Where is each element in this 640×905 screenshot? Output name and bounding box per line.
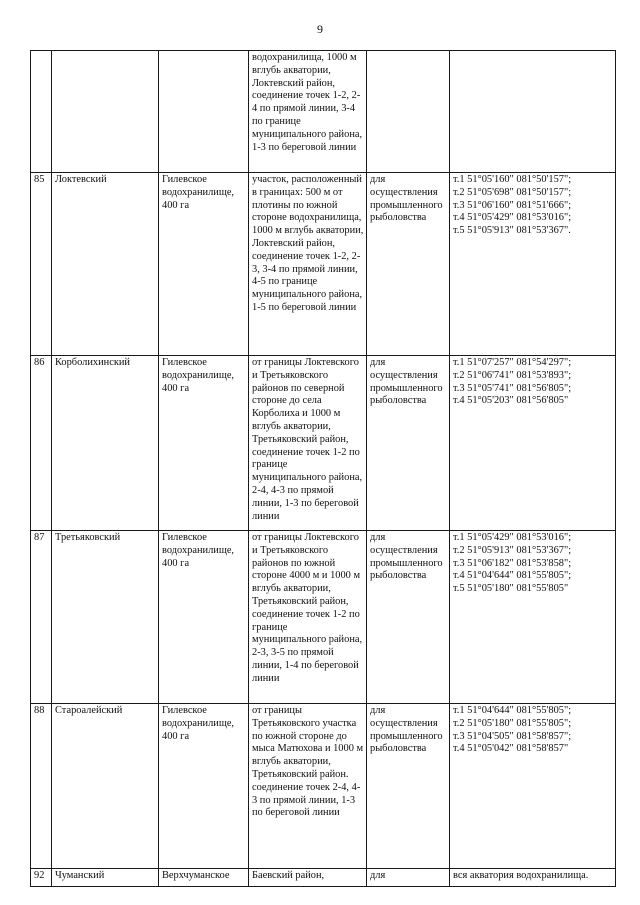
coordinate-point: т.4 51°05'203" 081°56'805" (453, 395, 569, 407)
table-row (31, 173, 616, 356)
water-body-cell (159, 869, 249, 887)
purpose-line: для (370, 532, 386, 543)
purpose-line: рыболовства (370, 395, 427, 407)
water-body-line: Гилевское (162, 357, 207, 368)
coordinates-cell (450, 704, 616, 869)
coordinate-point: т.4 51°05'042" 081°58'857" (453, 743, 569, 755)
purpose-cell (367, 704, 450, 869)
water-body-line: 400 га (162, 382, 190, 394)
purpose-line: промышленного (370, 730, 443, 742)
coordinate-point: т.4 51°05'429" 081°53'016"; (453, 212, 572, 224)
purpose-line: осуществления (370, 369, 438, 381)
purpose-cell (367, 531, 450, 704)
purpose-cell (367, 51, 450, 173)
purpose-line: осуществления (370, 717, 438, 729)
purpose-line: для (370, 174, 386, 185)
water-body-line: 400 га (162, 557, 190, 569)
purpose-line: для (370, 357, 386, 368)
row-number-cell: 92 (31, 869, 52, 887)
coordinate-point: т.2 51°05'913" 081°53'367"; (453, 544, 572, 556)
area-name-cell: Чуманский (52, 869, 159, 887)
water-body-cell (159, 531, 249, 704)
fishing-areas-table (30, 50, 616, 887)
coordinates-cell (450, 173, 616, 356)
coordinate-point: т.3 51°06'160" 081°51'666"; (453, 199, 572, 211)
water-body-line: Гилевское (162, 532, 207, 543)
coordinate-point: т.1 51°07'257" 081°54'297"; (453, 357, 572, 368)
water-body-line: Верхчуманское (162, 870, 230, 881)
table-body (31, 51, 616, 887)
boundary-description-cell: от границы Локтевского и Третьяковского районов по северной стороне до села Корболиха и 1000 м вглубь акватории, Третьяковский район, соединение точек 1-2 по границе муниципального района, 2-4, 4-3 по прямой линии, 1-3 по береговой линии (249, 356, 367, 531)
coordinate-point: т.4 51°04'644" 081°55'805"; (453, 570, 572, 582)
coordinate-point: т.5 51°05'913" 081°53'367". (453, 225, 571, 237)
purpose-line: рыболовства (370, 570, 427, 582)
coordinate-point: вся акватория водохранилища. (453, 870, 589, 881)
table-row (31, 531, 616, 704)
coordinate-point: т.3 51°04'505" 081°58'857"; (453, 730, 572, 742)
boundary-description-cell: от границы Локтевского и Третьяковского районов по южной стороне 4000 м и 1000 м вглубь акватории, Третьяковский район, соединение точек 1-2 по границе муниципального района, 2-3, 3-5 по прямой линии, 1-4 по береговой линии (249, 531, 367, 704)
boundary-description-cell: участок, расположенный в границах: 500 м от плотины по южной стороне водохранилища, 1000 м вглубь акватории, Локтевский район, соединение точек 1-2, 2-3, 3-4 по прямой линии, 4-5 по границе муниципального района, 1-5 по береговой линии (249, 173, 367, 356)
water-body-cell (159, 704, 249, 869)
purpose-line: промышленного (370, 199, 443, 211)
purpose-line: промышленного (370, 382, 443, 394)
coordinate-point: т.5 51°05'180" 081°55'805" (453, 583, 569, 595)
area-name-cell (52, 51, 159, 173)
row-number-cell: 85 (31, 173, 52, 356)
coordinate-point: т.2 51°06'741" 081°53'893"; (453, 369, 572, 381)
coordinates-cell (450, 356, 616, 531)
row-number-cell: 88 (31, 704, 52, 869)
boundary-description-cell: водохранилища, 1000 м вглубь акватории, Локтевский район, соединение точек 1-2, 2-4 по прямой линии, 3-4 по границе муниципального района, 1-3 по береговой линии (249, 51, 367, 173)
purpose-line: для (370, 705, 386, 716)
water-body-cell (159, 173, 249, 356)
water-body-line: водохранилище, (162, 186, 235, 198)
coordinate-point: т.2 51°05'180" 081°55'805"; (453, 717, 572, 729)
water-body-line: водохранилище, (162, 717, 235, 729)
purpose-line: рыболовства (370, 212, 427, 224)
water-body-cell (159, 51, 249, 173)
row-number-cell: 87 (31, 531, 52, 704)
water-body-cell (159, 356, 249, 531)
table-row (31, 356, 616, 531)
purpose-line: рыболовства (370, 743, 427, 755)
area-name-cell: Третьяковский (52, 531, 159, 704)
table-row (31, 869, 616, 887)
coordinate-point: т.2 51°05'698" 081°50'157"; (453, 186, 572, 198)
purpose-cell (367, 173, 450, 356)
table-row (31, 51, 616, 173)
coordinate-point: т.3 51°05'741" 081°56'805"; (453, 382, 572, 394)
coordinate-point: т.1 51°04'644" 081°55'805"; (453, 705, 572, 716)
area-name-cell: Локтевский (52, 173, 159, 356)
page-number: 9 (317, 22, 323, 36)
coordinates-cell (450, 531, 616, 704)
coordinate-point: т.3 51°06'182" 081°53'858"; (453, 557, 572, 569)
water-body-line: Гилевское (162, 174, 207, 185)
water-body-line: водохранилище, (162, 369, 235, 381)
row-number-cell (31, 51, 52, 173)
boundary-description-cell: Баевский район, (249, 869, 367, 887)
purpose-line: для (370, 870, 386, 881)
purpose-line: осуществления (370, 544, 438, 556)
area-name-cell: Староалейский (52, 704, 159, 869)
row-number-cell: 86 (31, 356, 52, 531)
coordinates-cell (450, 869, 616, 887)
purpose-line: осуществления (370, 186, 438, 198)
coordinate-point: т.1 51°05'429" 081°53'016"; (453, 532, 572, 543)
water-body-line: 400 га (162, 730, 190, 742)
water-body-line: водохранилище, (162, 544, 235, 556)
coordinates-cell (450, 51, 616, 173)
table-row (31, 704, 616, 869)
area-name-cell: Корболихинский (52, 356, 159, 531)
purpose-cell (367, 356, 450, 531)
boundary-description-cell: от границы Третьяковского участка по южной стороне до мыса Матюхова и 1000 м вглубь акватории, Третьяковский район. соединение точек 2-4, 4-3 по прямой линии, 1-3 по береговой линии (249, 704, 367, 869)
purpose-cell (367, 869, 450, 887)
water-body-line: Гилевское (162, 705, 207, 716)
water-body-line: 400 га (162, 199, 190, 211)
purpose-line: промышленного (370, 557, 443, 569)
coordinate-point: т.1 51°05'160" 081°50'157"; (453, 174, 572, 185)
